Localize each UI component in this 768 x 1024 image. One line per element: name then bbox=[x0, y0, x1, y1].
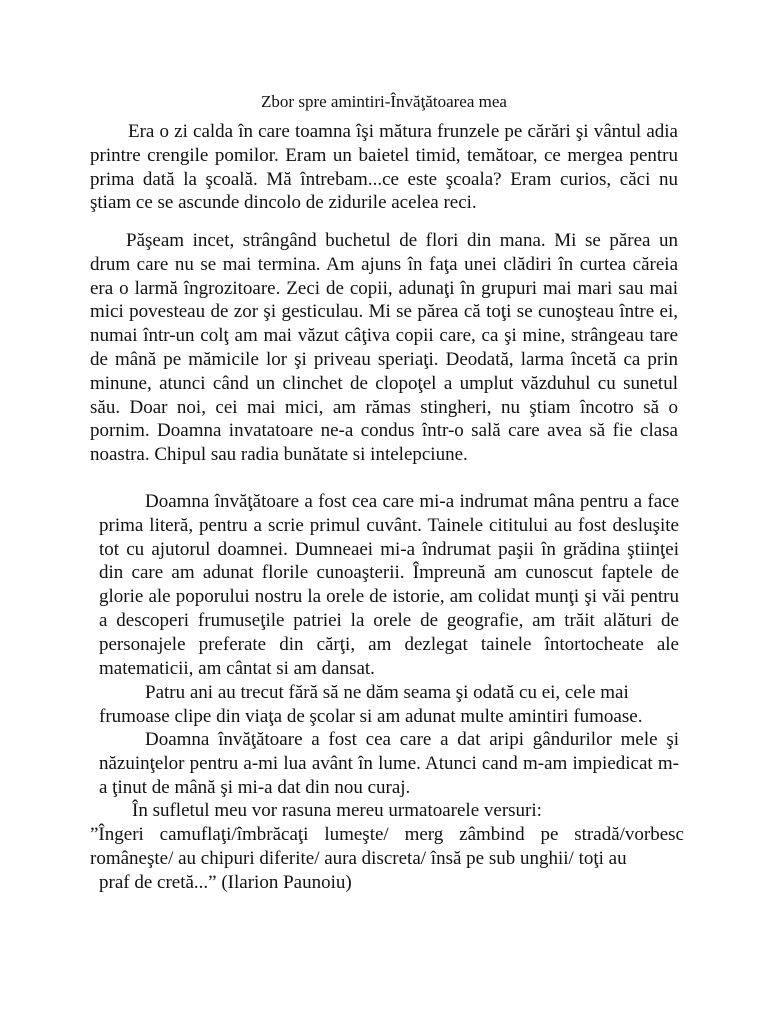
paragraph-4: Patru ani au trecut fără să ne dăm seama şi odată cu ei, cele mai frumoase clipe din viaţa de şcolar si am adunat multe amintiri fumoase. bbox=[99, 682, 643, 727]
document-title: Zbor spre amintiri-Învăţătoarea mea bbox=[261, 92, 507, 111]
poem-quote-line-1: ”Îngeri camuflaţi/îmbrăcaţi lumeşte/ merg zâmbind pe stradă/vorbesc româneşte/ au chipuri diferite/ aura discreta/ însă pe sub unghii/ toţi au bbox=[90, 824, 684, 869]
paragraph-6: În sufletul meu vor rasuna mereu urmatoarele versuri: bbox=[132, 800, 542, 821]
paragraph-2: Păşeam incet, strângând buchetul de flori din mana. Mi se părea un drum care nu se mai termina. Am ajuns în faţa unei clădiri în curtea căreia era o larmă îngrozitoare. Zeci de copii, adunaţi în grupuri mai mari sau mai mici povesteau de zor şi gesticulau. Mi se părea că toţi se cunoşteau între ei, numai într-un colţ am mai văzut câţiva copii care, ca şi mine, strângeau tare de mână pe mămicile lor şi priveau speriaţi. Deodată, larma încetă ca prin minune, atunci când un clinchet de clopoţel a umplut văzduhul cu sunetul său. Doar noi, cei mai mici, am rămas stingheri, nu ştiam încotro să o pornim. Doamna invatatoare ne-a condus într-o sală care avea să fie clasa noastra. Chipul sau radia bunătate si intelepciune. bbox=[90, 230, 678, 466]
poem-quote bbox=[90, 823, 684, 894]
poem-quote-line-2: praf de cretă...” (Ilarion Paunoiu) bbox=[99, 871, 352, 893]
paragraph-5: Doamna învăţătoare a fost cea care a dat aripi gândurilor mele şi năzuinţelor pentru a-mi lua avânt în lume. Atunci cand m-am impiedicat m-a ţinut de mână şi mi-a dat din nou curaj. bbox=[99, 729, 679, 798]
paragraph-3: Doamna învăţătoare a fost cea care mi-a indrumat mâna pentru a face prima literă, pentru a scrie primul cuvânt. Tainele cititului au fost desluşite tot cu ajutorul doamnei. Dumneaei mi-a îndrumat paşii în grădina ştiinţei din care am adunat florile cunoaşterii. Împreună am cunoscut faptele de glorie ale poporului nostru la orele de istorie, am colidat munţi şi văi pentru a descoperi frumuseţile patriei la orele de geografie, am trăit alături de personajele preferate din cărţi, am dezlegat tainele întortocheate ale matematicii, am cântat si am dansat. bbox=[99, 491, 679, 679]
paragraph-1: Era o zi calda în care toamna îşi mătura frunzele pe cărări şi vântul adia printre crengile pomilor. Eram un baietel timid, temătoar, ce mergea pentru prima dată la şcoală. Mă întrebam...ce este şcoala? Eram curios, căci nu ştiam ce se ascunde dincolo de zidurile acelea reci. bbox=[90, 121, 678, 214]
